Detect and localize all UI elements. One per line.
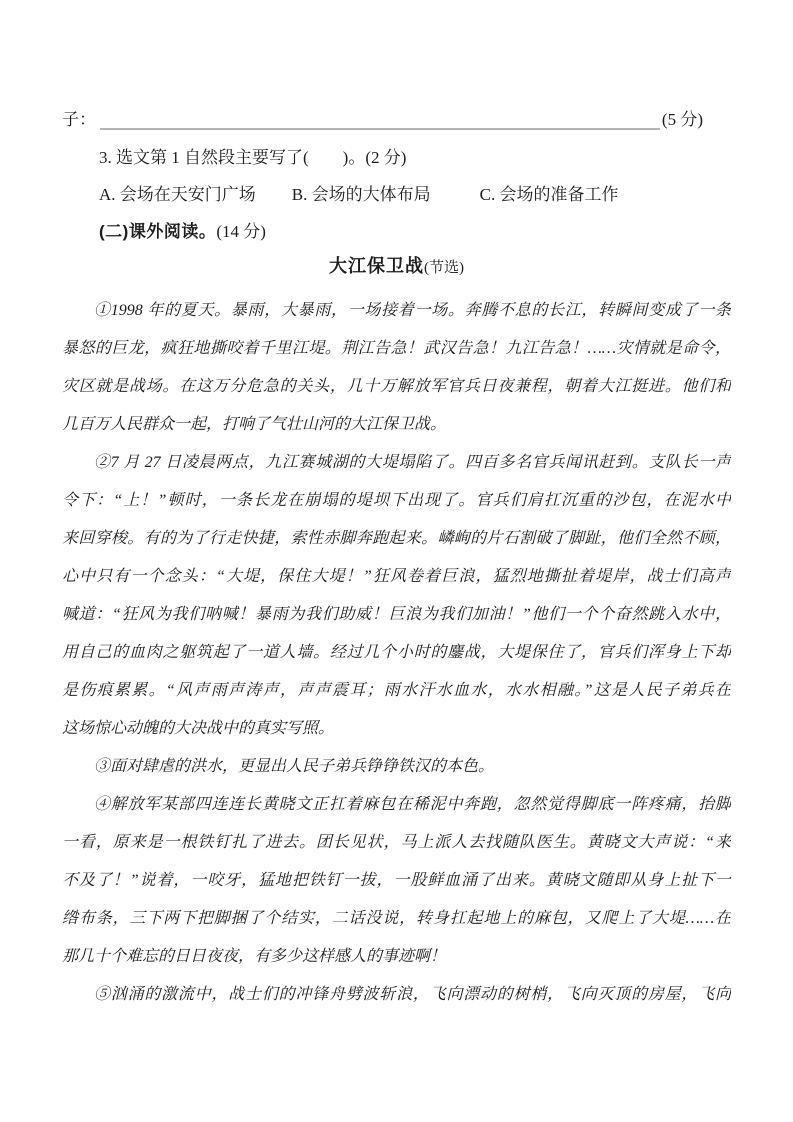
option-c: C. 会场的准备工作 <box>479 185 619 204</box>
passage-line: 是伤痕累累。“风声雨声涛声，声声震耳；雨水汗水血水，水水相融。”这是人民子弟兵在 <box>62 682 731 699</box>
option-a: A. 会场在天安门广场 <box>99 185 256 204</box>
passage-line: ②7 月 27 日凌晨两点，九江赛城湖的大堤塌陷了。四百多名官兵闻讯赶到。支队长一声 <box>94 454 731 471</box>
passage-paragraph-1 <box>62 292 731 444</box>
question-3-options <box>99 183 731 207</box>
section-header-label: (二)课外阅读。 <box>99 222 217 241</box>
article-title-main: 大江保卫战 <box>329 256 424 276</box>
passage-line: 用自己的血肉之躯筑起了一道人墙。经过几个小时的鏖战，大堤保住了，官兵们浑身上下却 <box>62 644 731 661</box>
fill-in-blank-score: (5 分) <box>661 110 703 129</box>
passage-line: 那几十个难忘的日日夜夜，有多少这样感人的事迹啊！ <box>62 948 447 965</box>
passage-line: 绺布条，三下两下把脚捆了个结实，二话没说，转身扛起地上的麻包，又爬上了大堤……在 <box>62 910 731 927</box>
passage-line: 一看，原来是一根铁钉扎了进去。团长见状，马上派人去找随队医生。黄晓文大声说：“来 <box>62 834 731 851</box>
passage-line: ④解放军某部四连连长黄晓文正扛着麻包在稀泥中奔跑，忽然觉得脚底一阵疼痛，抬脚 <box>94 796 731 813</box>
passage-line: ①1998 年的夏天。暴雨，大暴雨，一场接着一场。奔腾不息的长江，转瞬间变成了一条 <box>94 302 731 319</box>
section-header-score: (14 分) <box>216 222 266 241</box>
section-header <box>99 220 731 244</box>
passage-line: ③面对肆虐的洪水，更显出人民子弟兵铮铮铁汉的本色。 <box>94 758 495 775</box>
fill-in-blank-prefix: 子： <box>62 110 96 129</box>
passage-paragraph-5 <box>62 976 731 1014</box>
passage-paragraph-4 <box>62 786 731 976</box>
passage-line: 不及了！”说着，一咬牙，猛地把铁钉一拔，一股鲜血涌了出来。黄晓文随即从身上扯下一 <box>62 872 731 889</box>
passage-paragraph-2 <box>62 444 731 748</box>
passage-line: 令下：“上！”顿时，一条长龙在崩塌的堤坝下出现了。官兵们肩扛沉重的沙包，在泥水中 <box>62 492 731 509</box>
article-title-note: (节选) <box>424 260 464 276</box>
question-3: 3. 选文第 1 自然段主要写了( )。(2 分) <box>99 148 407 167</box>
passage-line: 这场惊心动魄的大决战中的真实写照。 <box>62 720 335 737</box>
passage-line: 心中只有一个念头：“大堤，保住大堤！”狂风卷着巨浪，猛烈地撕扯着堤岸，战士们高声 <box>62 568 731 585</box>
passage-line: ⑤汹涌的激流中，战士们的冲锋舟劈波斩浪，飞向漂动的树梢，飞向灭顶的房屋，飞向 <box>94 986 731 1003</box>
fill-in-blank-line <box>100 110 660 130</box>
passage-line: 来回穿梭。有的为了行走快捷，索性赤脚奔跑起来。嶙峋的片石割破了脚趾，他们全然不顾， <box>62 530 731 547</box>
article-passage <box>62 292 731 1014</box>
passage-line: 暴怒的巨龙，疯狂地撕咬着千里江堤。荆江告急！武汉告急！九江告急！……灾情就是命令， <box>62 340 731 357</box>
fill-in-blank-row <box>62 108 703 132</box>
option-b: B. 会场的大体布局 <box>291 185 431 204</box>
passage-paragraph-3 <box>62 748 731 786</box>
article-title <box>62 253 731 281</box>
passage-line: 喊道：“狂风为我们呐喊！暴雨为我们助威！巨浪为我们加油！”他们一个个奋然跳入水中， <box>62 606 731 623</box>
passage-line: 几百万人民群众一起，打响了气壮山河的大江保卫战。 <box>62 416 447 433</box>
passage-line: 灾区就是战场。在这万分危急的关头，几十万解放军官兵日夜兼程，朝着大江挺进。他们和 <box>62 378 731 395</box>
